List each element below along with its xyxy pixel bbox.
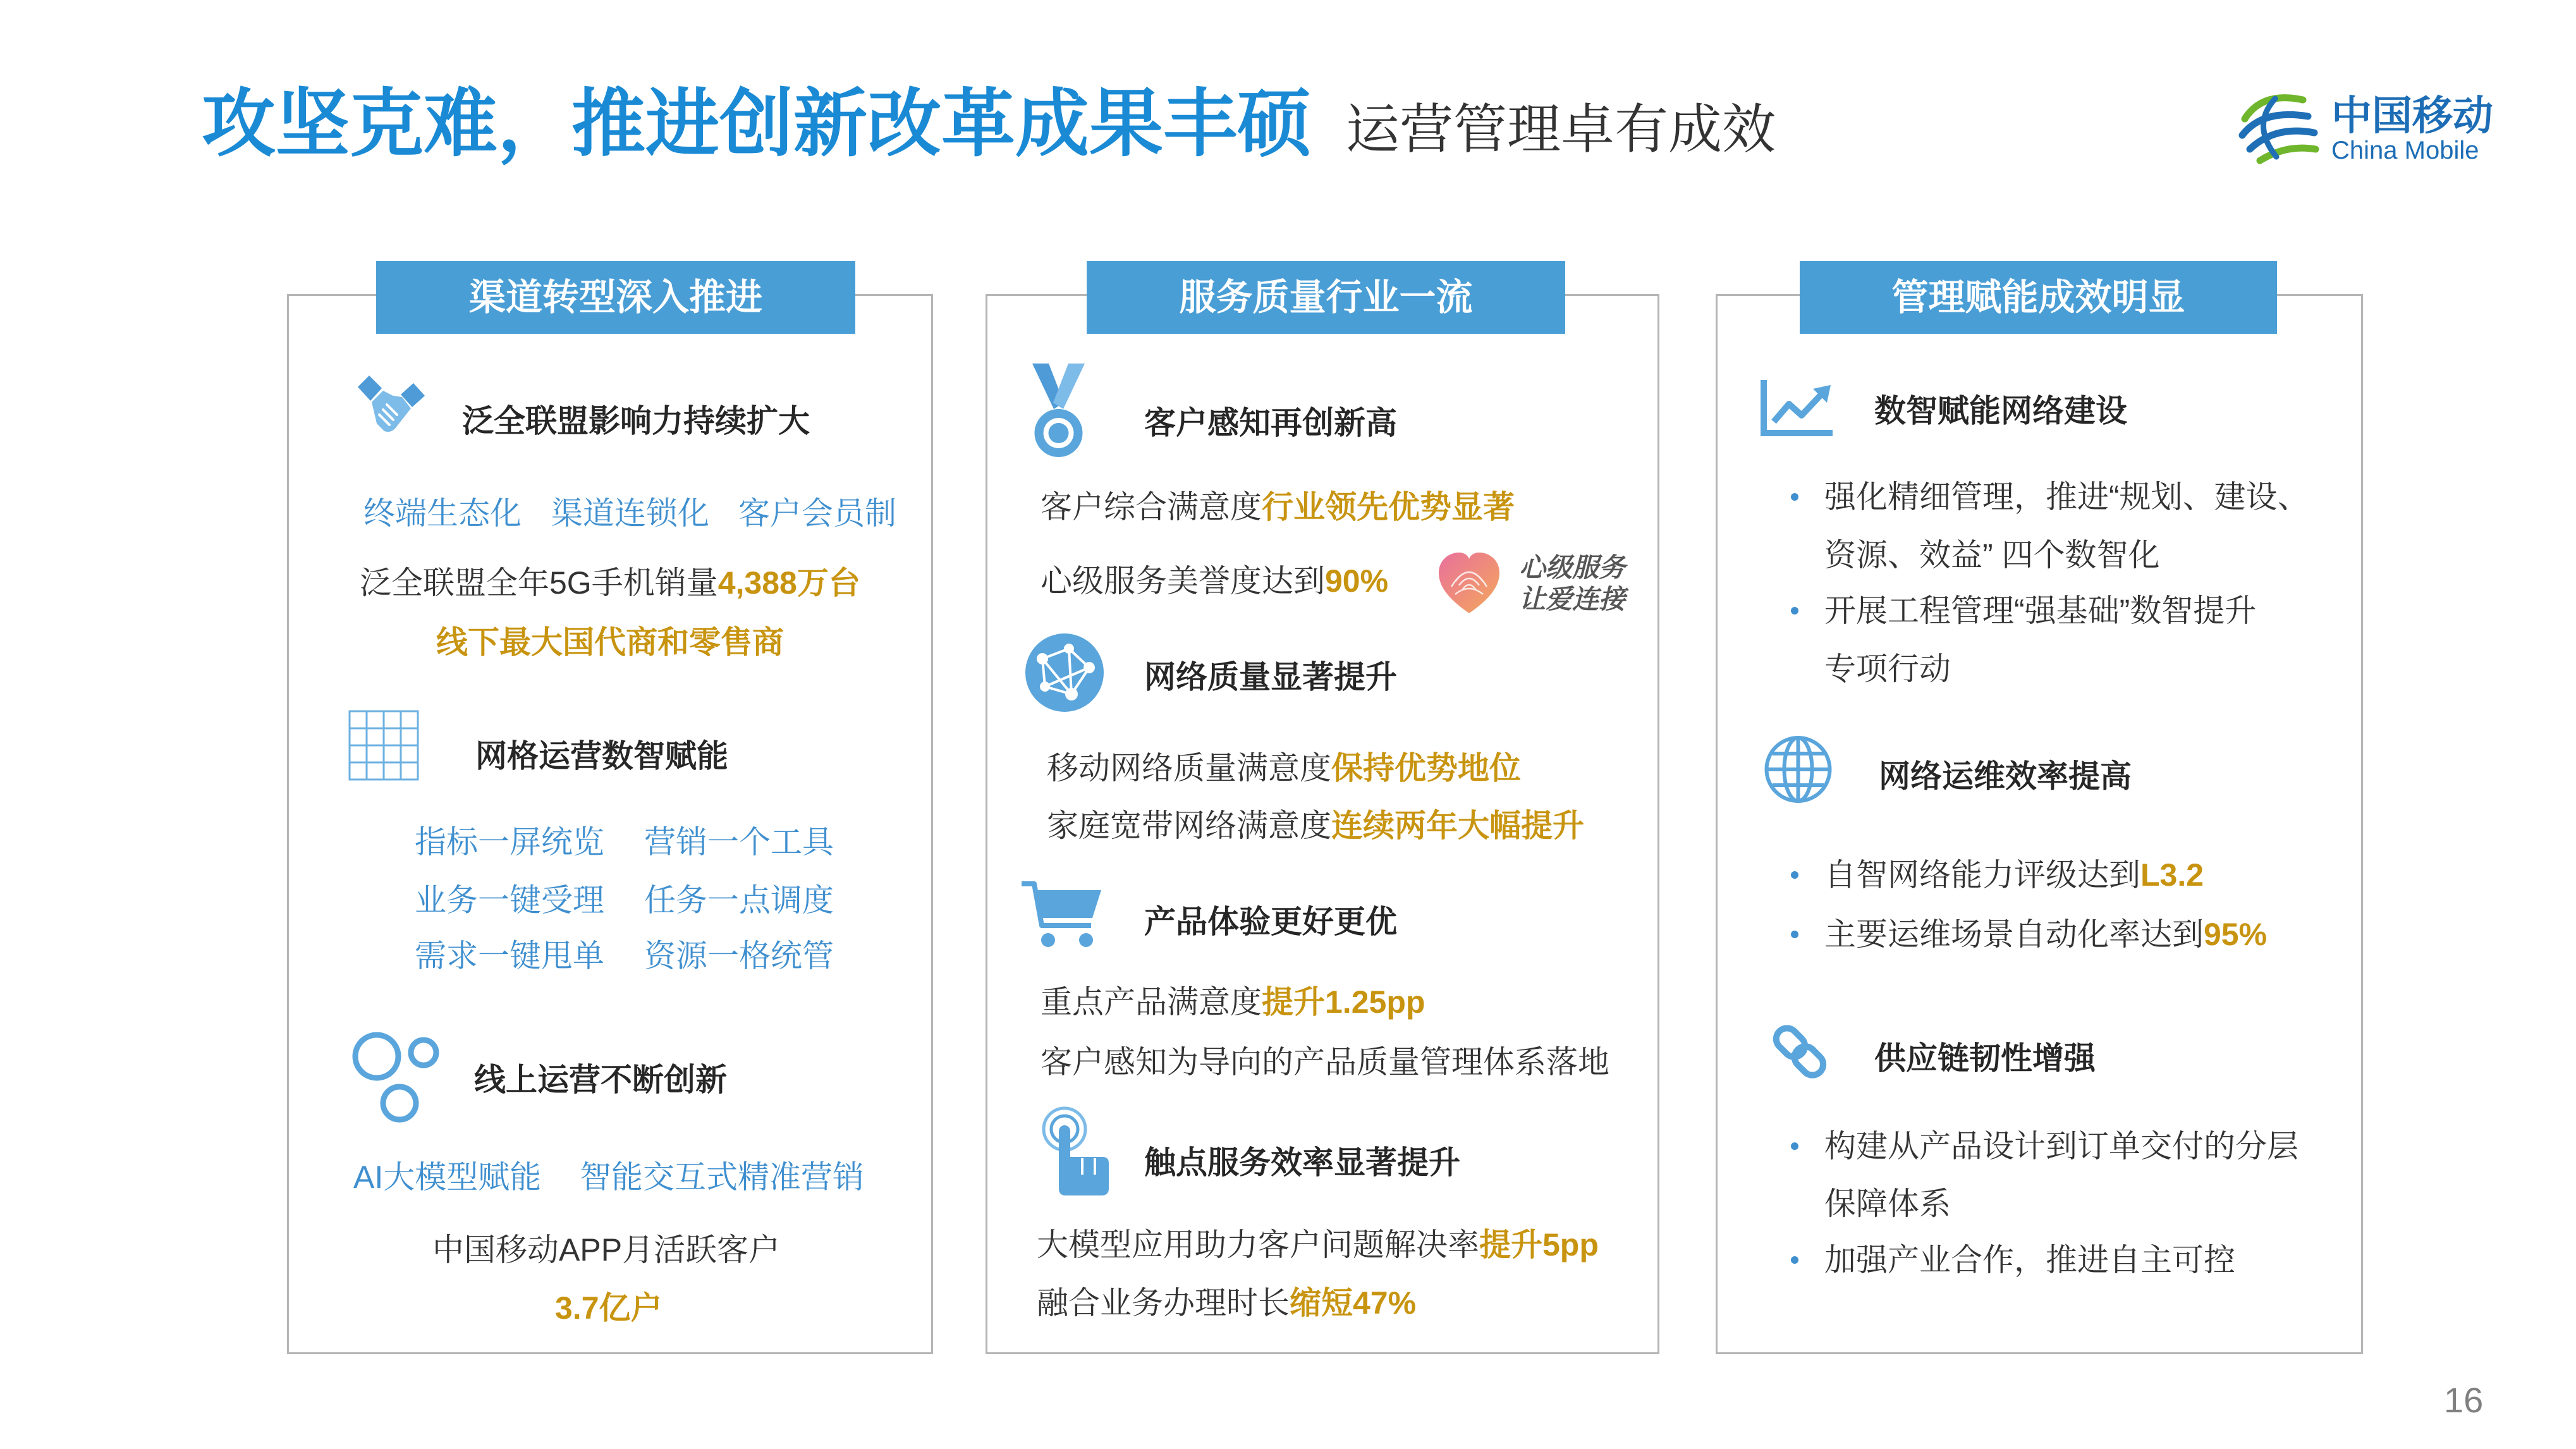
tag-business-accept: 业务一键受理	[415, 883, 604, 918]
tag-smart-marketing: 智能交互式精准营销	[580, 1159, 864, 1195]
tag-marketing-tool: 营销一个工具	[644, 824, 834, 860]
bullet-dot	[1791, 607, 1798, 614]
sales-volume-label: 泛全联盟全年5G手机销量	[360, 565, 718, 601]
product-satisfaction-label: 重点产品满意度	[1041, 984, 1262, 1020]
autonomous-level-value: L3.2	[2140, 857, 2204, 893]
panel-management-title: 管理赋能成效明显	[1800, 261, 2277, 334]
tag-demand-order: 需求一键甩单	[415, 938, 604, 974]
satisfaction-highlight: 行业领先优势显著	[1262, 489, 1515, 525]
logo-name-en: China Mobile	[2331, 137, 2479, 164]
bullet-refined-management-1: 强化精细管理，推进“规划、建设、	[1824, 479, 2309, 515]
bullet-engineering-1: 开展工程管理“强基础”数智提升	[1824, 593, 2257, 628]
circles-icon	[350, 1029, 439, 1123]
section-heading-digital-network: 数智赋能网络建设	[1874, 393, 2127, 429]
bullet-dot	[1791, 871, 1798, 879]
product-satisfaction-value: 提升1.25pp	[1262, 984, 1425, 1020]
reputation-label: 心级服务美誉度达到	[1041, 563, 1325, 599]
section-heading-grid-ops: 网格运营数智赋能	[475, 738, 728, 774]
resolution-rate-label: 大模型应用助力客户问题解决率	[1037, 1227, 1479, 1263]
section-heading-network-ops: 网络运维效率提高	[1879, 759, 2132, 794]
slide-title: 攻坚克难，推进创新改革成果丰硕	[202, 82, 1312, 165]
panel-channel-title: 渠道转型深入推进	[376, 261, 855, 334]
quality-system-line: 客户感知为导向的产品质量管理体系落地	[1041, 1044, 1609, 1080]
app-active-value: 3.7亿户	[555, 1290, 662, 1326]
mobile-network-highlight: 保持优势地位	[1331, 750, 1521, 786]
medal-icon	[1027, 364, 1090, 459]
badge-line1: 心级服务	[1519, 552, 1626, 583]
resolution-rate-line	[1037, 1226, 1599, 1264]
tag-channel-chain: 渠道连锁化	[551, 496, 709, 531]
bullet-dot	[1791, 1256, 1798, 1264]
china-mobile-logo-icon	[2237, 86, 2320, 165]
product-satisfaction-line	[1041, 983, 1425, 1021]
handshake-icon	[355, 372, 426, 446]
bullet-engineering-2: 专项行动	[1824, 651, 1951, 687]
heart-fingerprint-icon	[1436, 550, 1503, 620]
bullet-refined-management-2: 资源、效益” 四个数智化	[1824, 537, 2160, 573]
tag-ai-model: AI大模型赋能	[353, 1159, 542, 1195]
reputation-line	[1041, 562, 1388, 600]
handling-time-label: 融合业务办理时长	[1037, 1285, 1290, 1321]
bullet-layered-assurance-1: 构建从产品设计到订单交付的分层	[1824, 1128, 2298, 1164]
sales-volume-value: 4,388万台	[717, 565, 860, 601]
bullet-dot	[1791, 1142, 1798, 1150]
mobile-network-line	[1047, 749, 1521, 787]
broadband-label: 家庭宽带网络满意度	[1047, 808, 1331, 843]
network-globe-icon	[1023, 632, 1106, 713]
tag-task-dispatch: 任务一点调度	[644, 883, 834, 918]
tag-resource-manage: 资源一格统管	[644, 938, 834, 974]
grid-icon	[348, 710, 419, 781]
section-heading-online-ops: 线上运营不断创新	[474, 1062, 727, 1097]
section-heading-customer-perception: 客户感知再创新高	[1144, 405, 1397, 441]
broadband-highlight: 连续两年大幅提升	[1331, 808, 1584, 843]
line-chart-icon	[1760, 380, 1833, 437]
panel-service-quality-title: 服务质量行业一流	[1087, 261, 1565, 334]
touch-icon	[1041, 1106, 1110, 1195]
sales-volume-line	[360, 564, 860, 602]
autonomous-level-label: 自智网络能力评级达到	[1824, 857, 2140, 893]
section-heading-supply-chain: 供应链韧性增强	[1874, 1041, 2096, 1076]
tag-indicator-screen: 指标一屏统览	[415, 824, 604, 860]
tag-customer-membership: 客户会员制	[738, 496, 896, 531]
page-number: 16	[2444, 1380, 2484, 1420]
alliance-note: 线下最大国代商和零售商	[436, 625, 784, 660]
resolution-rate-value: 提升5pp	[1479, 1227, 1599, 1263]
bullet-automation-rate	[1824, 915, 2267, 953]
section-heading-alliance: 泛全联盟影响力持续扩大	[462, 403, 810, 439]
bullet-dot	[1791, 931, 1798, 938]
shopping-cart-icon	[1020, 880, 1103, 950]
bullet-layered-assurance-2: 保障体系	[1824, 1186, 1951, 1221]
bullet-autonomous-level	[1824, 856, 2204, 894]
slide-subtitle: 运营管理卓有成效	[1346, 100, 1776, 160]
bullet-industry-cooperation: 加强产业合作，推进自主可控	[1824, 1242, 2235, 1278]
handling-time-value: 缩短47%	[1290, 1285, 1417, 1321]
section-heading-network-quality: 网络质量显著提升	[1144, 659, 1397, 695]
reputation-value: 90%	[1325, 563, 1389, 599]
section-heading-product-experience: 产品体验更好更优	[1144, 904, 1397, 939]
bullet-dot	[1791, 493, 1798, 501]
panel-management	[1716, 294, 2363, 1354]
chain-link-icon	[1770, 1020, 1829, 1083]
section-heading-touchpoint: 触点服务效率显著提升	[1144, 1145, 1460, 1180]
globe-icon	[1764, 735, 1833, 804]
app-active-label: 中国移动APP月活跃客户	[432, 1232, 781, 1268]
handling-time-line	[1037, 1284, 1416, 1322]
tag-terminal-ecosystem: 终端生态化	[363, 496, 522, 531]
automation-rate-value: 95%	[2204, 917, 2268, 952]
automation-rate-label: 主要运维场景自动化率达到	[1824, 917, 2204, 952]
satisfaction-label: 客户综合满意度	[1041, 489, 1262, 525]
broadband-line	[1047, 807, 1584, 845]
logo-name-cn: 中国移动	[2331, 93, 2493, 138]
mobile-network-label: 移动网络质量满意度	[1047, 750, 1331, 786]
satisfaction-line	[1041, 488, 1515, 526]
badge-line2: 让爱连接	[1519, 584, 1626, 614]
